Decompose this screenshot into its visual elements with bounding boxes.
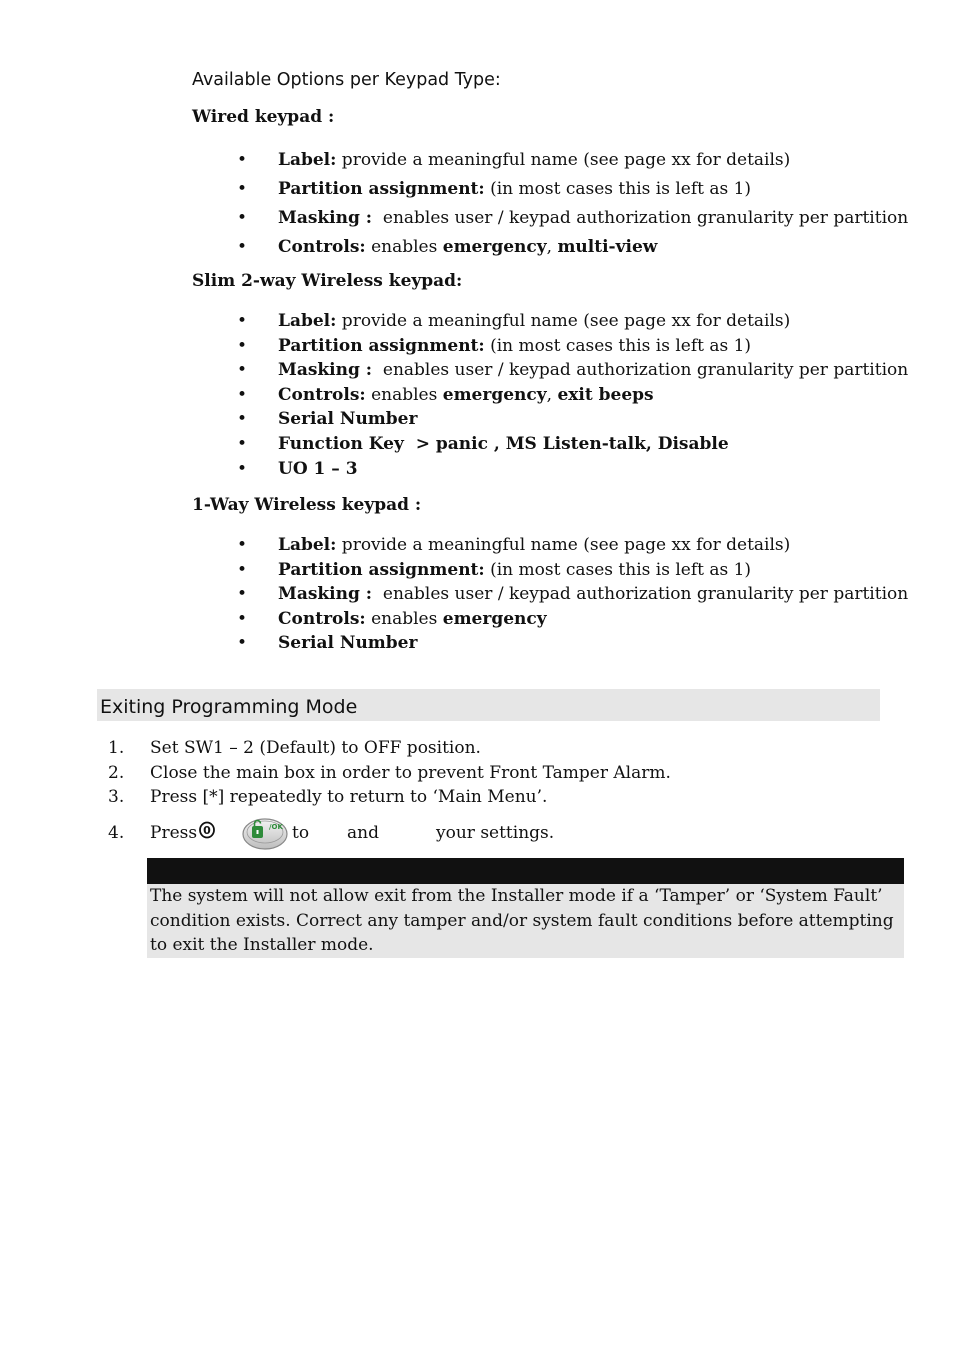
steps-list (108, 736, 671, 810)
list-item: • Label: provide a meaningful name (see page xx for details) (237, 535, 791, 555)
list-item: • Controls: enables emergency (237, 608, 547, 629)
wired-keypad-list (237, 146, 908, 262)
oneway-keypad-list (237, 533, 908, 656)
list-item: • Partition assignment: (in most cases this is left as 1) (237, 179, 752, 199)
slim-keypad-title: Slim 2-way Wireless keypad: (192, 271, 463, 291)
list-item: • Serial Number (237, 633, 418, 654)
wired-keypad-title: Wired keypad : (192, 107, 335, 127)
list-item: 3. Press [*] repeatedly to return to ‘Main Menu’. (108, 787, 548, 808)
list-item: 2. Close the main box in order to prevent Front Tamper Alarm. (108, 762, 671, 783)
svg-text:/OK: /OK (269, 823, 283, 831)
svg-text:0: 0 (203, 824, 211, 838)
oneway-keypad-title: 1-Way Wireless keypad : (192, 495, 422, 515)
section-title: Exiting Programming Mode (100, 696, 358, 718)
list-item: • Masking : enables user / keypad authorization granularity per partition (237, 584, 909, 605)
unlock-ok-key-icon (242, 817, 290, 856)
slim-keypad-list (237, 309, 908, 481)
list-item: • Function Key > panic , MS Listen-talk, Disable (237, 433, 729, 454)
step-4: 4. Press 0 /OK to and your settings. (108, 817, 608, 851)
note-box (147, 884, 904, 958)
list-item: • Controls: enables emergency, multi-view (237, 237, 658, 257)
note-text: The system will not allow exit from the Installer mode if a ‘Tamper’ or ‘System Fault’ condition exists. Correct any tamper and/or system fault conditions before attempting to exit the Installer mode. (150, 886, 894, 955)
list-item: • Masking : enables user / keypad authorization granularity per partition (237, 360, 909, 381)
list-item: • Partition assignment: (in most cases this is left as 1) (237, 559, 752, 580)
zero-key-icon (198, 821, 216, 844)
list-item: • Label: provide a meaningful name (see page xx for details) (237, 311, 791, 331)
list-item: • UO 1 – 3 (237, 458, 358, 479)
note-header-bar (147, 858, 904, 884)
list-item: • Controls: enables emergency, exit beeps (237, 384, 654, 405)
list-item: • Masking : enables user / keypad authorization granularity per partition (237, 208, 909, 228)
list-item: • Serial Number (237, 409, 418, 430)
list-item: • Label: provide a meaningful name (see page xx for details) (237, 150, 791, 170)
options-title: Available Options per Keypad Type: (192, 70, 501, 90)
list-item: 1. Set SW1 – 2 (Default) to OFF position. (108, 738, 481, 758)
list-item: • Partition assignment: (in most cases this is left as 1) (237, 335, 752, 356)
